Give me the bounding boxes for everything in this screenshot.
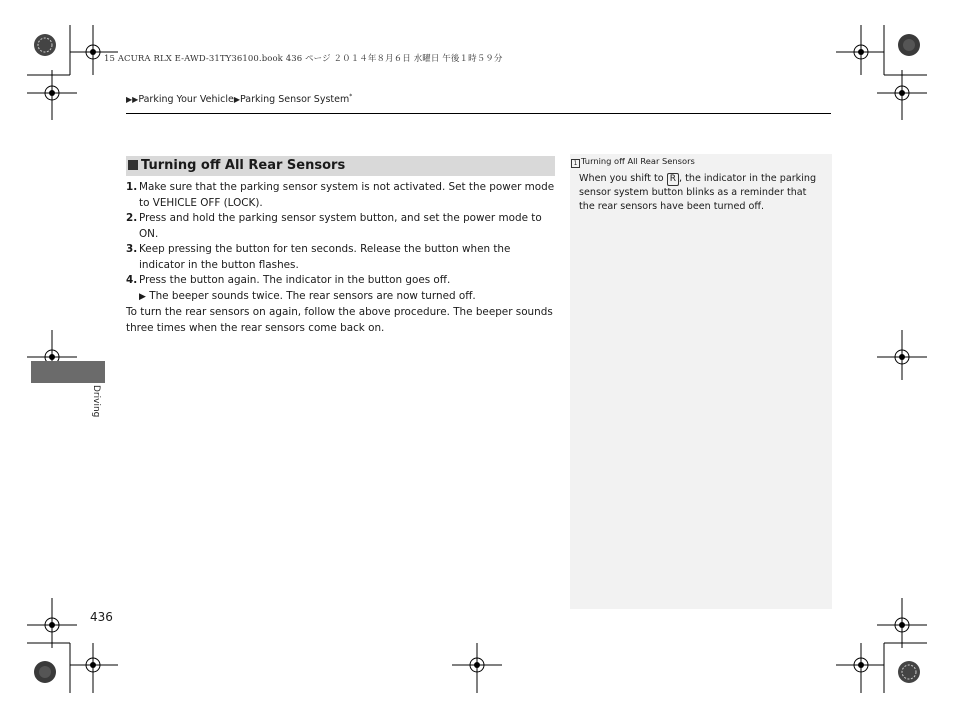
note-panel [570,154,832,609]
chapter-tab-label: Driving [91,385,101,418]
section-title: Turning off All Rear Sensors [141,158,346,173]
chapter-tab[interactable] [31,361,105,383]
step-text: Make sure that the parking sensor system is not activated. Set the power mode to VEHICLE OFF (LOCK). [139,181,555,209]
breadcrumb-item-parking-your-vehicle[interactable]: Parking Your Vehicle [138,94,234,106]
procedure-steps [126,180,558,305]
step-number: 2. [126,212,138,224]
breadcrumb-suffix: * [349,93,353,100]
step-1 [126,180,558,211]
step-3 [126,242,558,273]
result-text: The beeper sounds twice. The rear sensors are now turned off. [149,289,476,302]
step-number: 3. [126,243,138,255]
breadcrumb-separator: ▶ [233,95,240,105]
section-heading [126,156,555,176]
header-divider [126,113,831,114]
step-number: 4. [126,274,138,286]
step-text: Keep pressing the button for ten seconds. Release the button when the indicator in the button flashes. [139,243,511,271]
breadcrumb-marker: ▶▶ [126,95,139,105]
heading-square-icon [128,160,138,170]
print-header: 15 ACURA RLX E-AWD-31TY36100.book 436 ページ ２０１４年８月６日 水曜日 午後１時５９分 [104,54,503,64]
note-text-after: , the indicator in the parking sensor system button blinks as a reminder that the rear sensors have been turned off. [579,173,817,212]
reverse-gear-key-icon: R [667,173,679,186]
step-2 [126,211,558,242]
note-text-before: When you shift to [579,173,664,184]
step-text: Press the button again. The indicator in the button goes off. [139,274,451,286]
result-arrow-icon: ▶ [139,291,146,302]
note-title-text: Turning off All Rear Sensors [581,156,695,166]
page-number: 436 [90,610,113,624]
note-reference-icon: 1 [571,159,580,168]
breadcrumb [126,93,352,105]
step-4 [126,273,558,289]
step-4-result [126,289,558,306]
step-text: Press and hold the parking sensor system button, and set the power mode to ON. [139,212,542,240]
note-body [579,172,825,213]
step-number: 1. [126,181,138,193]
note-title [570,156,695,168]
breadcrumb-item-parking-sensor-system[interactable]: Parking Sensor System [239,94,350,106]
body-paragraph: To turn the rear sensors on again, follow the above procedure. The beeper sounds three times when the rear sensors come back on. [126,306,553,334]
